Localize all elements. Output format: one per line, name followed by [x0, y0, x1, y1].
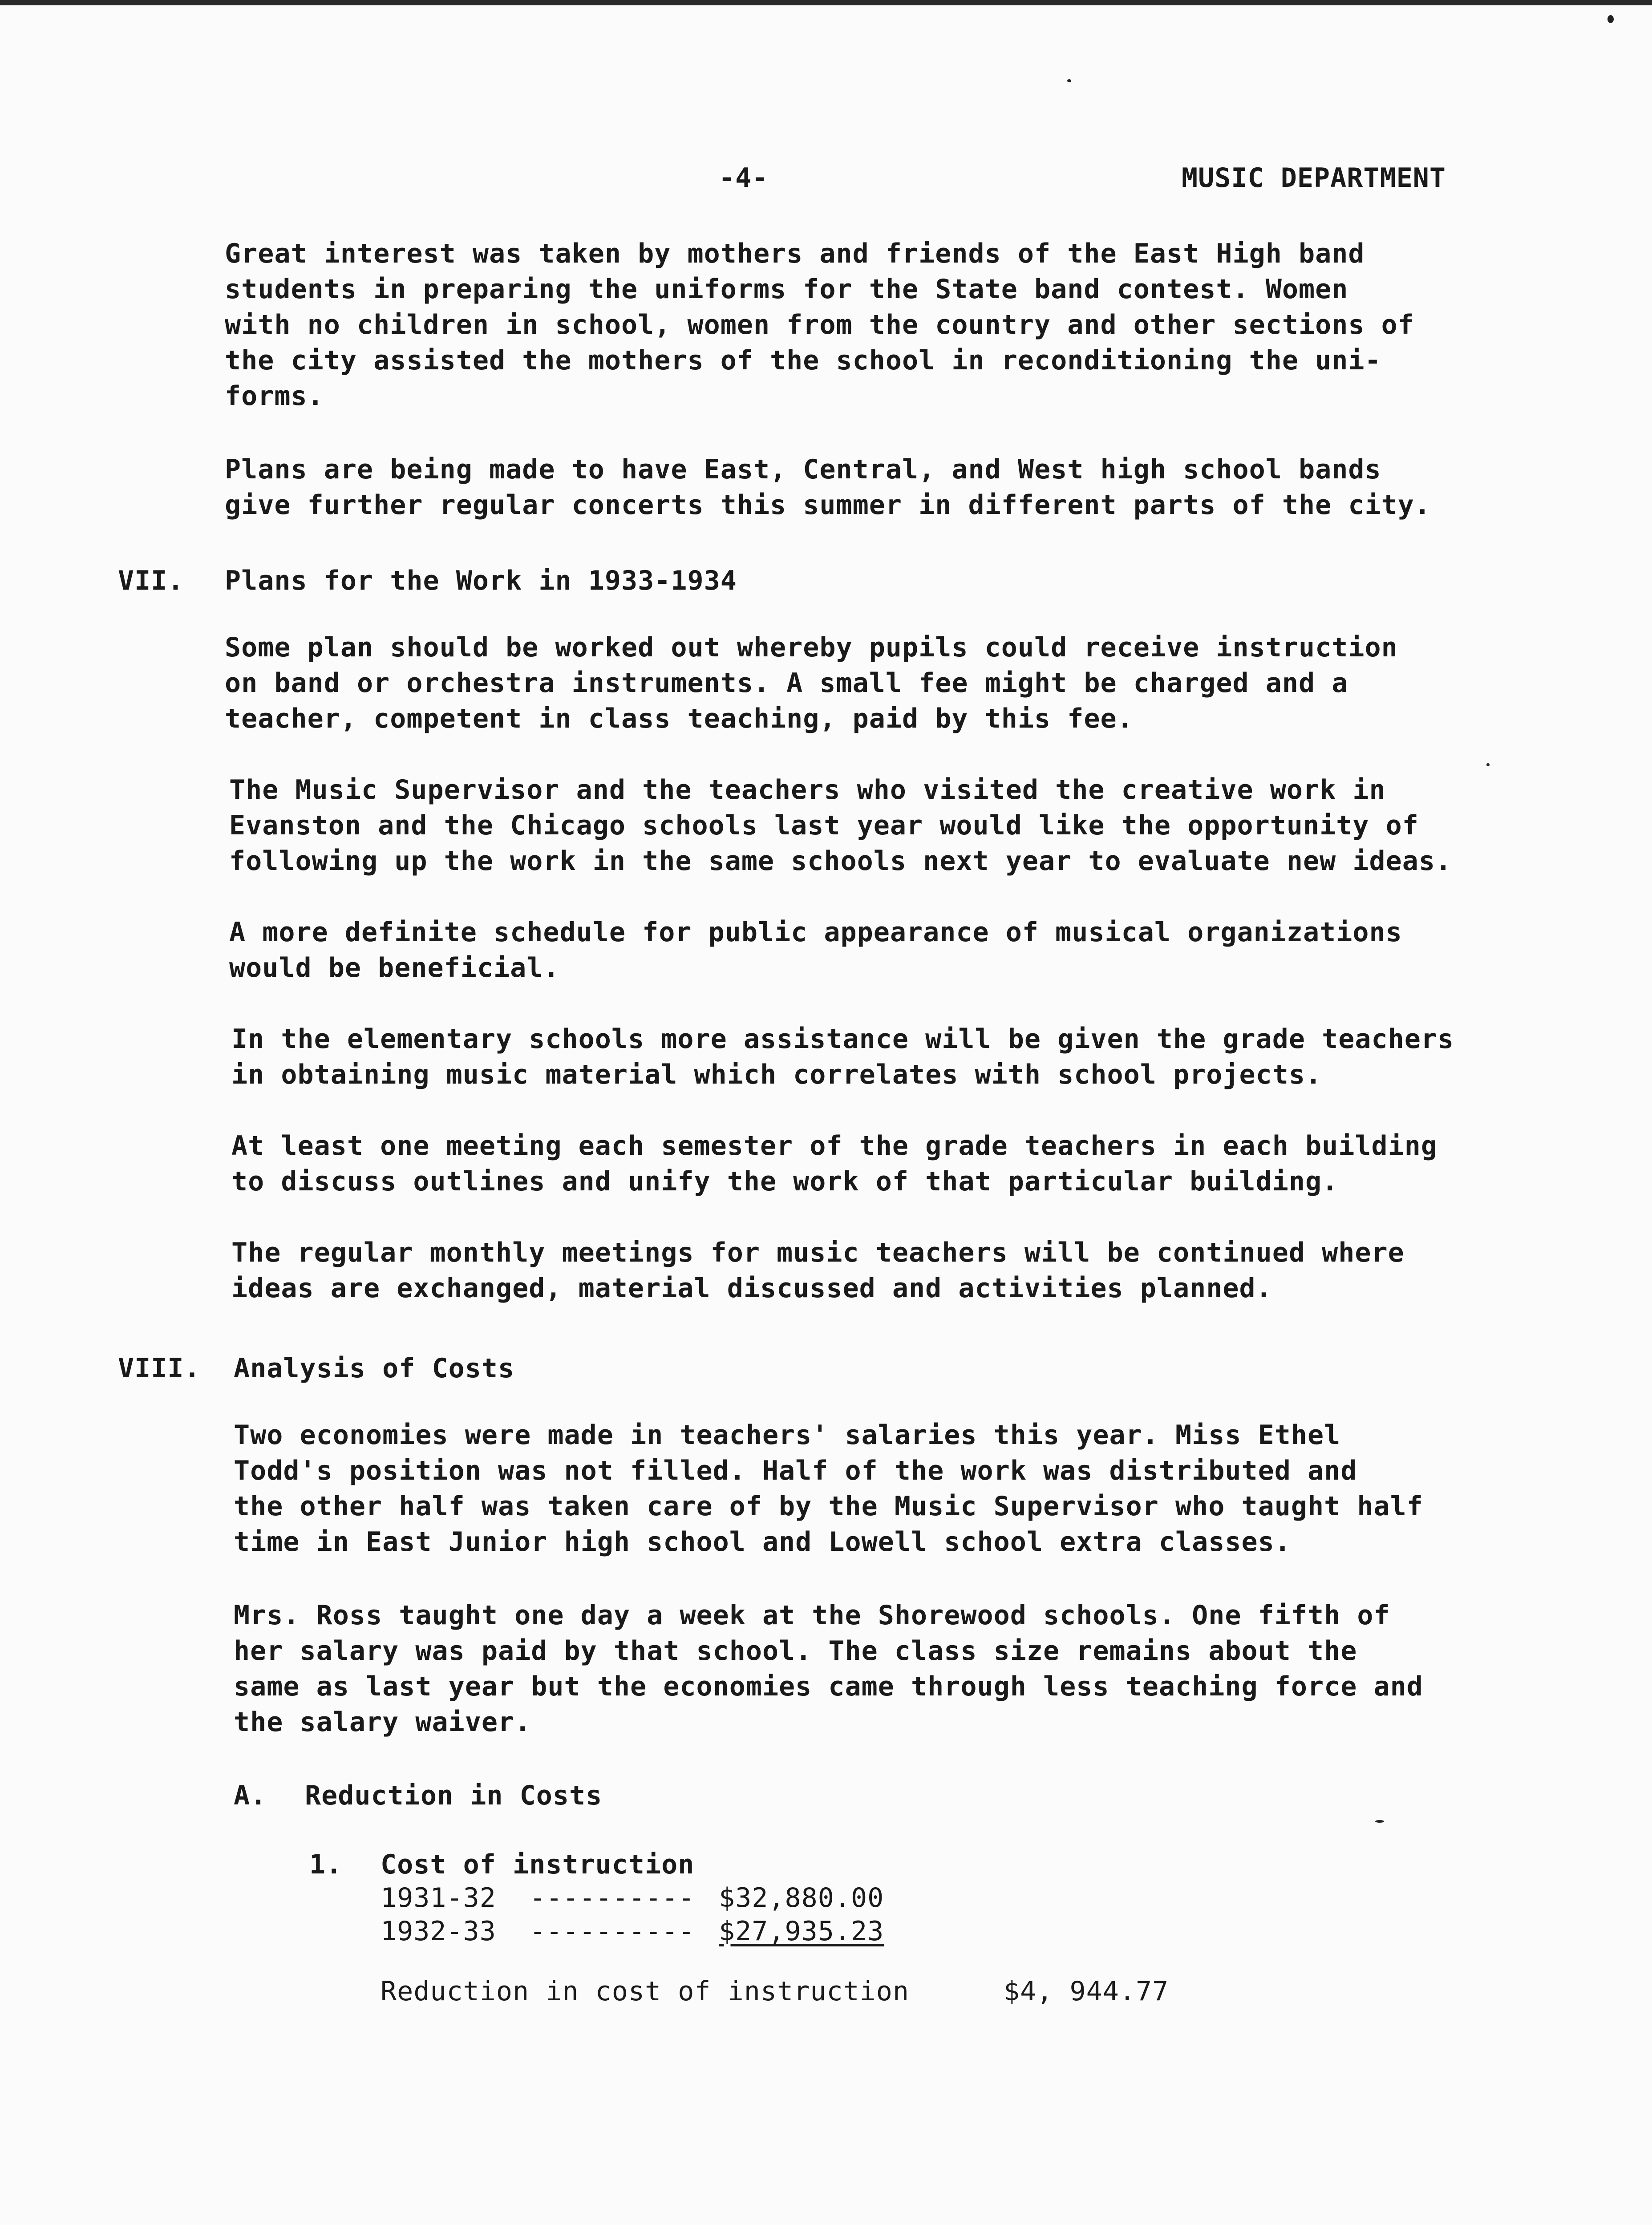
- body-line: Evanston and the Chicago schools last year would like the opportunity of: [229, 810, 1419, 841]
- body-line: same as last year but the economies came through less teaching force and: [234, 1671, 1423, 1702]
- scan-speck: [1607, 15, 1614, 23]
- body-line: following up the work in the same schools next year to evaluate new ideas.: [229, 846, 1452, 877]
- cost-leader: ----------: [530, 1916, 695, 1947]
- body-line: to discuss outlines and unify the work of that particular building.: [231, 1166, 1339, 1197]
- scan-top-edge: [0, 0, 1652, 5]
- body-line: In the elementary schools more assistance will be given the grade teachers: [231, 1024, 1454, 1055]
- cost-year: 1931-32: [381, 1882, 496, 1914]
- body-line: teacher, competent in class teaching, paid by this fee.: [225, 703, 1134, 734]
- cost-year: 1932-33: [381, 1916, 496, 1947]
- body-line: give further regular concerts this summer in different parts of the city.: [225, 490, 1431, 521]
- subsection-title: Reduction in Costs: [305, 1780, 603, 1811]
- body-line: with no children in school, women from the country and other sections of: [225, 309, 1414, 340]
- body-line: her salary was paid by that school. The class size remains about the: [234, 1635, 1357, 1667]
- cost-amount: $27,935.23: [719, 1916, 884, 1947]
- body-line: would be beneficial.: [229, 952, 560, 983]
- cost-leader: ----------: [530, 1882, 695, 1914]
- body-line: ideas are exchanged, material discussed and activities planned.: [231, 1273, 1272, 1304]
- page-number: -4-: [719, 162, 769, 194]
- body-line: The regular monthly meetings for music teachers will be continued where: [231, 1237, 1405, 1268]
- reduction-label: Reduction in cost of instruction: [381, 1976, 909, 2007]
- body-line: in obtaining music material which correlates with school projects.: [231, 1059, 1322, 1090]
- body-line: Todd's position was not filled. Half of the work was distributed and: [234, 1455, 1357, 1486]
- body-line: the city assisted the mothers of the school in reconditioning the uni-: [225, 345, 1381, 376]
- section-title: Plans for the Work in 1933-1934: [225, 565, 737, 596]
- body-line: Some plan should be worked out whereby pupils could receive instruction: [225, 632, 1398, 663]
- item-title: Cost of instruction: [381, 1849, 695, 1880]
- body-line: Great interest was taken by mothers and friends of the East High band: [225, 238, 1365, 269]
- body-line: A more definite schedule for public appearance of musical organizations: [229, 917, 1402, 948]
- body-line: Plans are being made to have East, Central, and West high school bands: [225, 454, 1381, 485]
- body-line: forms.: [225, 380, 324, 412]
- scan-speck: [1375, 1820, 1384, 1823]
- section-numeral: VIII.: [118, 1353, 201, 1384]
- item-number: 1.: [309, 1849, 343, 1880]
- body-line: Mrs. Ross taught one day a week at the Shorewood schools. One fifth of: [234, 1600, 1390, 1631]
- body-line: Two economies were made in teachers' salaries this year. Miss Ethel: [234, 1420, 1341, 1451]
- department-heading: MUSIC DEPARTMENT: [1182, 162, 1446, 194]
- body-line: the other half was taken care of by the Music Supervisor who taught half: [234, 1491, 1423, 1522]
- scan-speck: [1486, 763, 1490, 766]
- cost-amount: $32,880.00: [719, 1882, 884, 1914]
- body-line: on band or orchestra instruments. A small fee might be charged and a: [225, 668, 1348, 699]
- body-line: The Music Supervisor and the teachers who visited the creative work in: [229, 774, 1386, 805]
- body-line: the salary waiver.: [234, 1707, 531, 1738]
- subsection-letter: A.: [234, 1780, 267, 1811]
- section-title: Analysis of Costs: [234, 1353, 515, 1384]
- body-line: At least one meeting each semester of the grade teachers in each building: [231, 1130, 1437, 1161]
- scan-speck: [1067, 79, 1071, 82]
- body-line: students in preparing the uniforms for the State band contest. Women: [225, 274, 1348, 305]
- body-line: time in East Junior high school and Lowell school extra classes.: [234, 1526, 1291, 1558]
- section-numeral: VII.: [118, 565, 184, 596]
- reduction-amount: $4, 944.77: [1004, 1976, 1169, 2007]
